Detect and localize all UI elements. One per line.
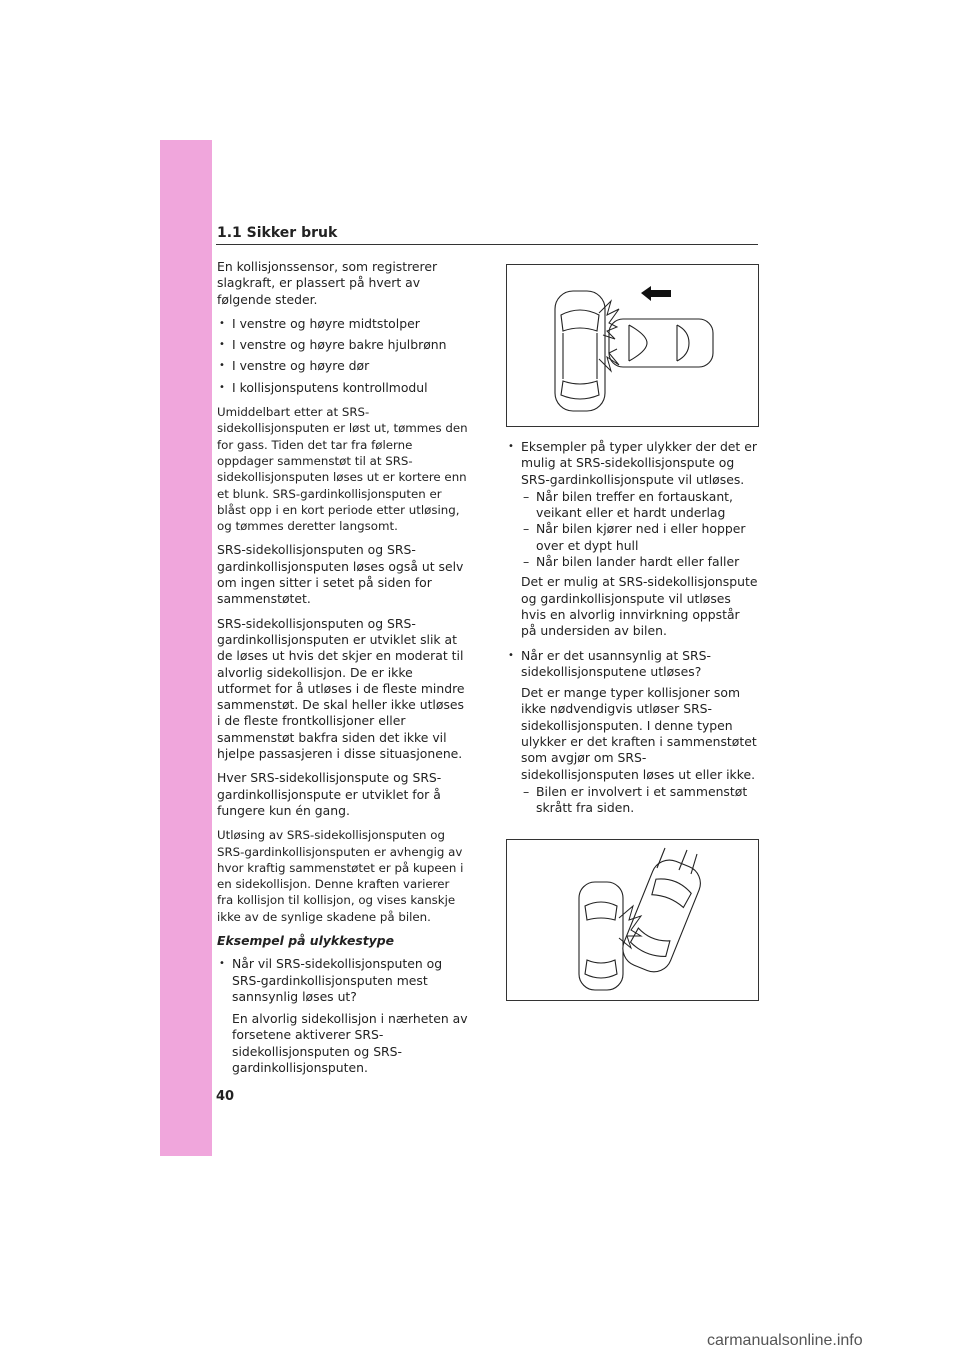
- list-item: • I kollisjonsputens kontrollmodul: [217, 380, 469, 396]
- paragraph: Utløsing av SRS-sidekollisjonsputen og SRS-gardinkollisjonsputen er avhengig av hvor kraftig sammenstøtet er på kupeen i en sidekollisjon. Denne kraften varierer fra kollisjon til kollisjon, og vises kanskje ikke av de synlige skadene på bilen.: [217, 828, 464, 924]
- paragraph: SRS-sidekollisjonsputen og SRS-gardinkollisjonsputen løses også ut selv om ingen sitter i setet på siden for sammenstøtet.: [217, 542, 464, 607]
- list-item: – Når bilen treffer en fortauskant, veikant eller et hardt underlag: [506, 489, 758, 522]
- sensor-intro: En kollisjonssensor, som registrerer slagkraft, er plassert på hvert av følgende steder.: [217, 259, 438, 307]
- list-item: • I venstre og høyre midtstolper: [217, 316, 469, 332]
- answer-text: Det er mange typer kollisjoner som ikke nødvendigvis utløser SRS-sidekollisjonsputen. I denne typen ulykker er det kraften i sammenstøtet som avgjør om SRS-sidekollisjonsputen løses ut eller ikke.: [521, 685, 757, 782]
- paragraph: SRS-sidekollisjonsputen og SRS-gardinkollisjonsputen er utviklet slik at de løses ut hvis det skjer en moderat til alvorlig sidekollisjon. De er ikke utformet for å utløses i de fleste mindre sammenstøt. De skal heller ikke utløses i de fleste frontkollisjoner eller sammenstøt bakfra siden det ikke vil hjelpe passasjeren i disse situasjonene.: [217, 615, 465, 762]
- left-column: [217, 259, 469, 1076]
- side-impact-illustration: [507, 265, 758, 426]
- watermark-text: carmanualsonline.info: [707, 1332, 863, 1349]
- section-header: [216, 222, 758, 245]
- answer-text: En alvorlig sidekollisjon i nærheten av forsetene aktiverer SRS-sidekollisjonsputen og SRS-gardinkollisjonsputen.: [232, 1011, 468, 1076]
- oblique-impact-illustration: [507, 840, 758, 1000]
- list-item: • I venstre og høyre dør: [217, 358, 469, 374]
- impact-direction-arrow: [641, 286, 671, 301]
- question-item: • Når er det usannsynlig at SRS-sidekollisjonsputene utløses?: [506, 648, 758, 681]
- list-item: • I venstre og høyre bakre hjulbrønn: [217, 337, 469, 353]
- question-item: • Eksempler på typer ulykker der det er mulig at SRS-sidekollisjonspute og SRS-gardinkollisjonspute vil utløses.: [506, 439, 758, 488]
- page-number: 40: [216, 1089, 235, 1104]
- list-item: – Bilen er involvert i et sammenstøt skrått fra siden.: [506, 784, 758, 817]
- right-column: [506, 439, 758, 817]
- paragraph: Hver SRS-sidekollisjonspute og SRS-gardinkollisjonspute er utviklet for å fungere kun én gang.: [217, 770, 442, 818]
- side-impact-figure: [506, 264, 759, 427]
- example-heading: Eksempel på ulykkestype: [217, 932, 395, 948]
- section-title: 1.1 Sikker bruk: [217, 225, 338, 241]
- question-item: • Når vil SRS-sidekollisjonsputen og SRS-gardinkollisjonsputen mest sannsynlig løses ut?: [217, 956, 469, 1005]
- answer-text: Det er mulig at SRS-sidekollisjonspute og gardinkollisjonspute vil utløses hvis en alvorlig innvirkning oppstår på undersiden av bilen.: [521, 574, 758, 639]
- chapter-tab-strip: [160, 140, 212, 1156]
- list-item: – Når bilen lander hardt eller faller: [506, 554, 758, 570]
- list-item: – Når bilen kjører ned i eller hopper over et dypt hull: [506, 521, 758, 554]
- paragraph: Umiddelbart etter at SRS-sidekollisjonsputen er løst ut, tømmes den for gass. Tiden det tar fra følerne oppdager sammenstøt til at SRS-sidekollisjonsputen løses ut er kortere enn et blunk. SRS-gardinkollisjonsputen er blåst opp i en kort periode etter utløsing, og tømmes deretter langsomt.: [217, 405, 468, 534]
- oblique-impact-figure: [506, 839, 759, 1001]
